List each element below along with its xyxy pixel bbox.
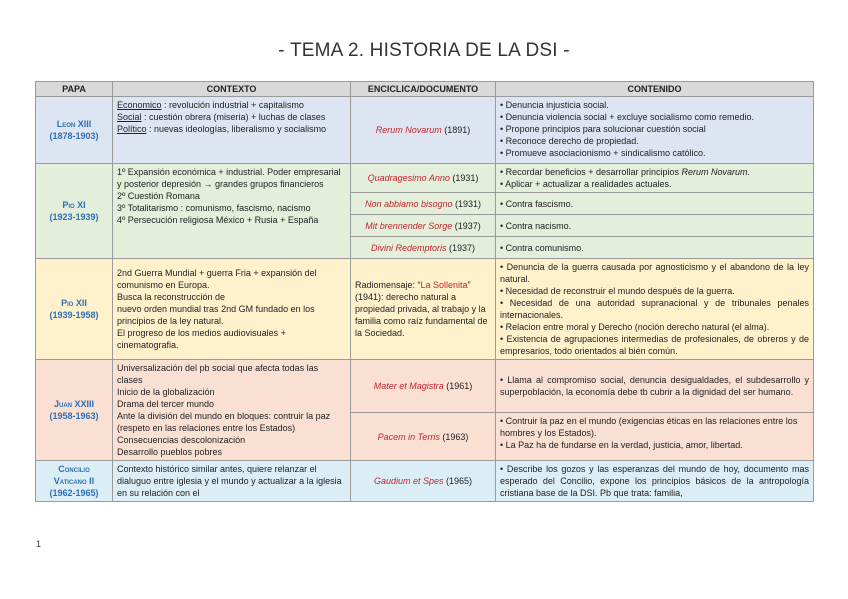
enciclica-year: (1961) xyxy=(443,381,473,391)
enc-text: ” (1941): derecho natural a propiedad privada, al trabajo y la familia como raíz fundamental de la Sociedad. xyxy=(355,280,488,338)
enciclica-name: Quadragesimo Anno xyxy=(367,173,450,183)
papa-name: Concilio xyxy=(58,464,90,474)
list-item: • Relacion entre moral y Derecho (noción derecho natural (el alma). xyxy=(500,321,809,333)
list-item: • Llama al compromiso social, denuncia desigualdades, el subdesarrollo y superpoblación, la economía debe tb cubrir a la dignidad del ser humano. xyxy=(500,374,809,398)
contenido-cell xyxy=(496,237,814,259)
row-pio-xi xyxy=(36,164,814,193)
row-leon-xiii xyxy=(36,97,814,164)
list-item: • Reconoce derecho de propiedad. xyxy=(500,135,809,147)
enciclica-name: Non abbiamo bisogno xyxy=(364,198,453,209)
ctx-line: Consecuencias descolonización xyxy=(117,435,246,445)
enciclica-cell xyxy=(351,193,496,215)
header-papa: PAPA xyxy=(36,82,113,97)
contenido-cell xyxy=(496,215,814,237)
papa-name: Juan XXIII xyxy=(53,399,94,409)
dsi-table xyxy=(35,81,814,502)
list-item xyxy=(500,166,809,178)
enciclica-year: (1937) xyxy=(446,242,476,253)
papa-cell xyxy=(36,97,113,164)
list-item: • Necesidad de reconstruir el mundo después de la guerra. xyxy=(500,285,809,297)
enciclica-name: Mit brennender Sorge xyxy=(365,220,453,231)
ctx-line: 2º Cuestión Romana xyxy=(117,191,200,201)
enciclica-cell xyxy=(351,97,496,164)
papa-name: Leon XIII xyxy=(56,119,92,129)
ctx-line: Busca la reconstrucción de xyxy=(117,292,226,302)
contenido-cell xyxy=(496,360,814,413)
papa-name: Pio XII xyxy=(61,298,87,308)
papa-years: (1958-1963) xyxy=(49,411,99,421)
contenido-cell xyxy=(496,259,814,360)
enciclica-name: Pacem in Terris xyxy=(377,431,440,442)
enciclica-year: (1931) xyxy=(449,173,479,183)
ctx-line: 1º Expansión económica + industrial. Poder empresarial y posterior depresión → grandes grupos financieros xyxy=(117,167,341,189)
contenido-cell xyxy=(496,97,814,164)
contexto-cell xyxy=(113,97,351,164)
contenido-cell xyxy=(496,164,814,193)
papa-name: Vaticano II xyxy=(53,476,95,486)
enciclica-cell xyxy=(351,461,496,502)
ctx-line: Drama del tercer mundo xyxy=(117,399,215,409)
enciclica-year: (1963) xyxy=(439,431,469,442)
list-item: • Denuncia injusticia social. xyxy=(500,99,809,111)
list-item: • La Paz ha de fundarse en la verdad, justicia, amor, libertad. xyxy=(500,439,809,451)
enciclica-year: (1891) xyxy=(441,125,471,135)
list-item: • Contra nacismo. xyxy=(500,220,809,232)
header-contexto: CONTEXTO xyxy=(113,82,351,97)
list-item: • Existencia de agrupaciones intermedias de profesionales, de obreros y de empresarios, todo orientados al bién común. xyxy=(500,333,809,357)
ctx-label: Político xyxy=(117,124,147,134)
header-row xyxy=(36,82,814,97)
enciclica-name: Rerum Novarum xyxy=(375,125,442,135)
enciclica-name: La Sollenita xyxy=(420,280,468,290)
list-item: • Describe los gozos y las esperanzas del mundo de hoy, documento mas esperado del Concilio, expone los principios básicos de la antropología cristiana base de la DSI. Pb que trata: familia, xyxy=(500,463,809,499)
header-enciclica: ENCICLICA/DOCUMENTO xyxy=(351,82,496,97)
ctx-line: 4º Persecución religiosa México + Rusia + España xyxy=(117,215,319,225)
ctx-line: 2nd Guerra Mundial + guerra Fria + expansión del comunismo en Europa. xyxy=(117,268,317,290)
item-italic: Rerum Novarum. xyxy=(681,167,751,177)
papa-cell xyxy=(36,461,113,502)
row-pio-xii xyxy=(36,259,814,360)
enciclica-name: Mater et Magistra xyxy=(373,381,444,391)
header-contenido: CONTENIDO xyxy=(496,82,814,97)
enc-text: Radiomensaje: “ xyxy=(355,280,421,290)
list-item: • Denuncia violencia social + excluye socialismo como remedio. xyxy=(500,111,809,123)
enciclica-cell xyxy=(351,164,496,193)
ctx-line: Inicio de la globalización xyxy=(117,387,215,397)
list-item: • Denuncia de la guerra causada por agnosticismo y el abandono de la ley natural. xyxy=(500,261,809,285)
enciclica-year: (1931) xyxy=(452,198,482,209)
contenido-cell xyxy=(496,413,814,461)
ctx-label: Economico xyxy=(117,100,162,110)
contexto-cell xyxy=(113,461,351,502)
enciclica-cell xyxy=(351,413,496,461)
ctx-line: Universalización del pb social que afecta todas las clases xyxy=(117,363,319,385)
list-item: • Contruir la paz en el mundo (exigencias éticas en las relaciones entre los hombres y los Estados). xyxy=(500,415,809,439)
papa-years: (1923-1939) xyxy=(49,212,99,222)
ctx-label: Social xyxy=(117,112,142,122)
ctx-line: nuevo orden mundial tras 2nd GM fundado en los principios de la ley natural. xyxy=(117,304,315,326)
papa-cell xyxy=(36,164,113,259)
list-item: • Promueve asociacionismo + sindicalismo católico. xyxy=(500,147,809,159)
enciclica-year: (1937) xyxy=(452,220,481,231)
papa-years: (1939-1958) xyxy=(49,310,99,320)
ctx-line: Contexto histórico similar antes, quiere relanzar el dialuguo entre iglesia y el mundo y actualizar a la iglesia en su relación con el xyxy=(117,464,342,498)
ctx-line: 3º Totalitarismo : comunismo, fascismo, nacismo xyxy=(117,203,311,213)
contexto-cell xyxy=(113,259,351,360)
ctx-text: : revolución industrial + capitalismo xyxy=(161,100,304,110)
enciclica-year: (1965) xyxy=(443,476,473,486)
enciclica-cell xyxy=(351,360,496,413)
page-number: 1 xyxy=(36,539,42,549)
page-title: - TEMA 2. HISTORIA DE LA DSI - xyxy=(278,40,570,61)
row-juan-xxiii xyxy=(36,360,814,413)
list-item: • Aplicar + actualizar a realidades actuales. xyxy=(500,178,809,190)
enciclica-name: Divini Redemptoris xyxy=(370,242,447,253)
papa-years: (1962-1965) xyxy=(49,488,99,498)
enciclica-cell xyxy=(351,259,496,360)
ctx-text: : cuestión obrera (miseria) + luchas de clases xyxy=(141,112,326,122)
contexto-cell xyxy=(113,360,351,461)
enciclica-cell xyxy=(351,237,496,259)
contenido-cell xyxy=(496,193,814,215)
list-item: • Necesidad de una autoridad supranacional y de tribunales penales internacionales. xyxy=(500,297,809,321)
contexto-cell xyxy=(113,164,351,259)
papa-years: (1878-1903) xyxy=(49,131,99,141)
contenido-cell xyxy=(496,461,814,502)
list-item: • Propone principios para solucionar cuestión social xyxy=(500,123,809,135)
list-item: • Contra comunismo. xyxy=(500,242,809,254)
ctx-line: El progreso de los medios audiovisuales + cinematografia. xyxy=(117,328,286,350)
list-item: • Contra fascismo. xyxy=(500,198,809,210)
ctx-line: Desarrollo pueblos pobres xyxy=(117,447,223,457)
ctx-text: : nuevas ideologías, liberalismo y socialismo xyxy=(146,124,327,134)
papa-name: Pio XI xyxy=(62,200,86,210)
papa-cell xyxy=(36,259,113,360)
row-vaticano-ii xyxy=(36,461,814,502)
enciclica-name: Gaudium et Spes xyxy=(373,476,444,486)
item-text: Recordar beneficios + desarrollar principios xyxy=(505,167,682,177)
papa-cell xyxy=(36,360,113,461)
enciclica-cell xyxy=(351,215,496,237)
ctx-line: Ante la división del mundo en bloques: contruir la paz (respeto en las relaciones entre los Estados) xyxy=(117,411,331,433)
